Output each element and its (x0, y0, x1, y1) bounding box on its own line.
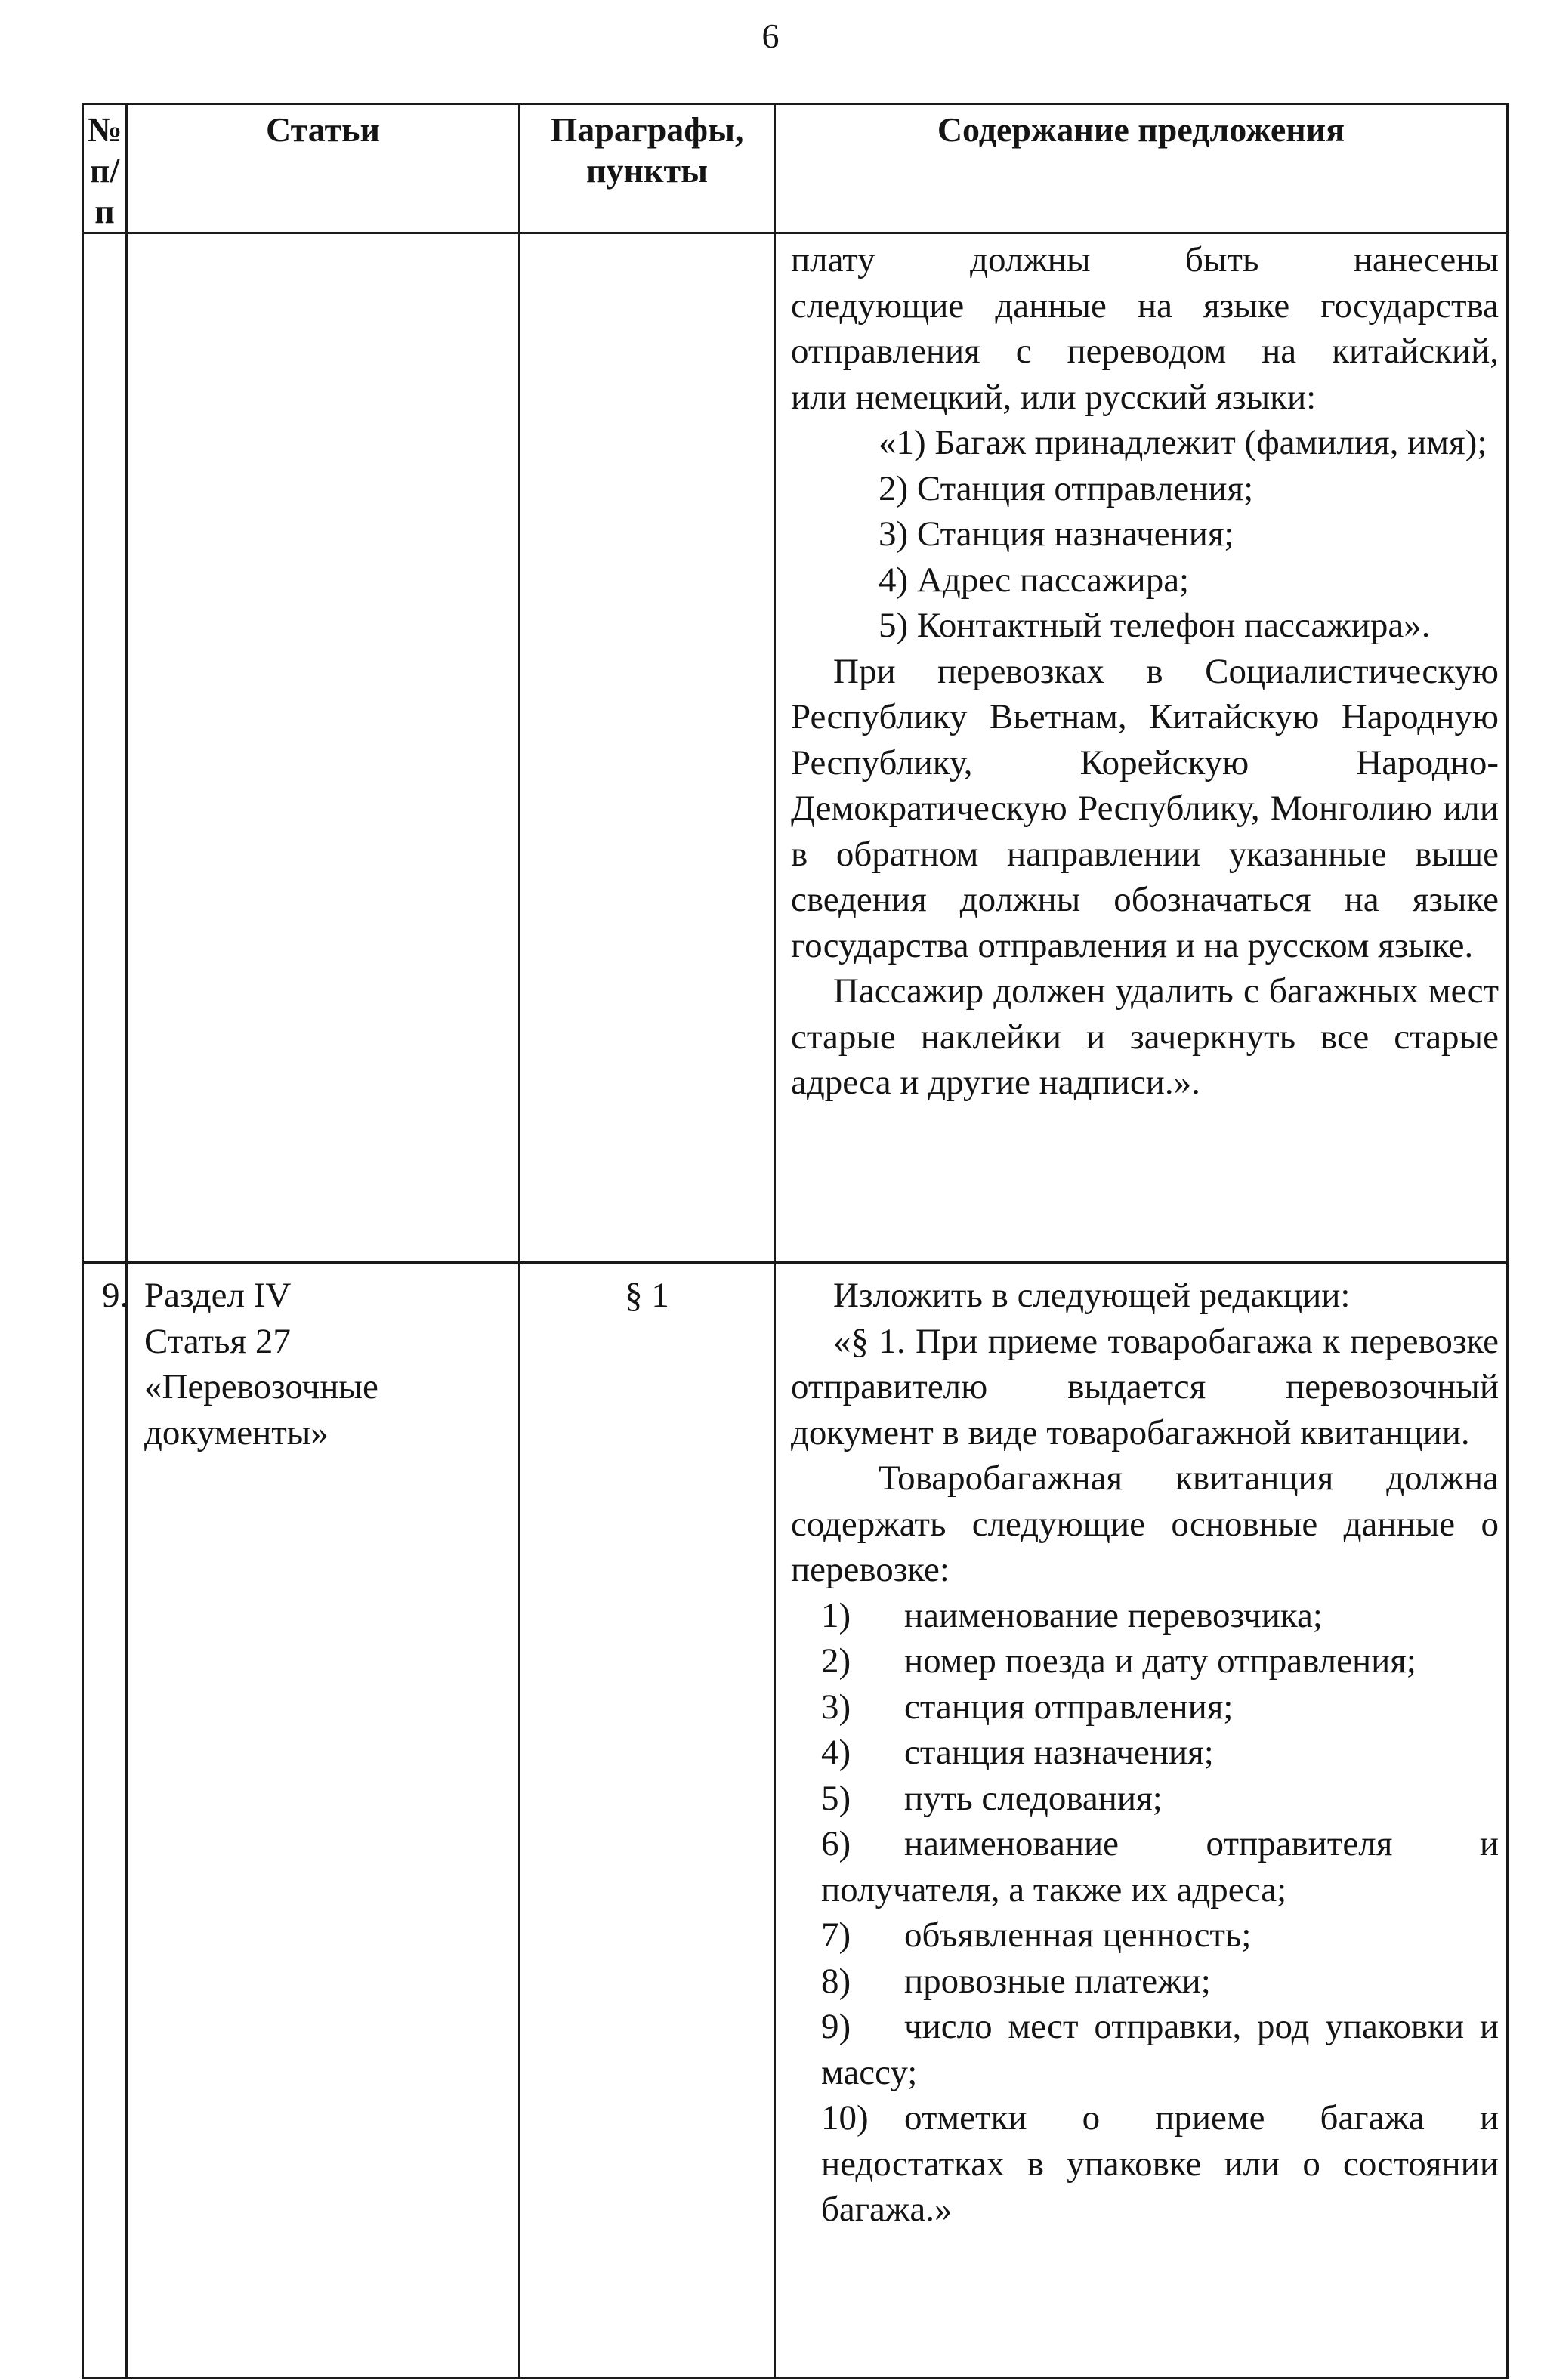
paragraph-passenger: Пассажир должен удалить с багажных мест старые наклейки и зачеркнуть все старые адреса и другие надписи.». (791, 971, 1499, 1102)
amendments-table (82, 103, 1509, 2379)
list-item (791, 1684, 1499, 1730)
list-item (791, 1776, 1499, 1822)
article-line: Статья 27 (144, 1321, 291, 1361)
article-line: документы» (144, 1412, 329, 1452)
list-item-number: 2) (821, 1641, 851, 1681)
list-item (791, 1593, 1499, 1639)
list-item-number: 10) (821, 2098, 869, 2138)
article-line: «Перевозочные (144, 1367, 378, 1406)
list-item-number: 8) (821, 1961, 851, 2001)
table-row-9 (83, 1263, 1508, 2378)
cell-paragraphs-empty (520, 233, 775, 1263)
content-intro: Изложить в следующей редакции: (833, 1276, 1351, 1315)
list-item (791, 1912, 1499, 1959)
paragraph-transport: При перевозках в Социалистическую Республику Вьетнам, Китайскую Народную Республику, Корейскую Народно-Демократическую Республику, Монголию или в обратном направлении указанные выше сведения должны обозначаться на языке государства отправления и на русском языке. (791, 651, 1499, 965)
cell-num-empty (83, 233, 127, 1263)
quote-item: 2) Станция отправления; (879, 468, 1254, 508)
header-articles: Статьи (127, 104, 520, 233)
cell-content-continuation (775, 233, 1508, 1263)
header-num: № п/п (83, 104, 127, 233)
quote-first-item: «1) Багаж принадлежит (фамилия, имя); (879, 423, 1487, 462)
cell-articles-empty (127, 233, 520, 1263)
list-item-text: провозные платежи; (904, 1961, 1211, 2001)
content-line: плату должны быть нанесены (791, 240, 1499, 279)
list-item-number: 9) (821, 2007, 851, 2046)
article-line: Раздел IV (144, 1276, 292, 1315)
list-item (791, 2004, 1499, 2095)
list-item (791, 2095, 1499, 2233)
list-item-text: путь следования; (904, 1778, 1163, 1818)
cell-num: 9. (83, 1263, 127, 2378)
list-item-number: 3) (821, 1687, 851, 1727)
table-row-continuation (83, 233, 1508, 1263)
quote-item: 4) Адрес пассажира; (879, 560, 1190, 600)
content-line: следующие данные на языке государства (791, 286, 1499, 326)
list-item-text: станция отправления; (904, 1687, 1234, 1727)
table-header-row (83, 104, 1508, 233)
list-item-text: объявленная ценность; (904, 1915, 1252, 1955)
list-item (791, 1959, 1499, 2005)
list-item (791, 1730, 1499, 1776)
list-item-text: наименование перевозчика; (904, 1595, 1323, 1635)
list-item-text: номер поезда и дату отправления; (904, 1641, 1416, 1681)
content-line: или немецкий, или русский языки: (791, 377, 1317, 417)
list-item-text: отметки о приеме багажа и недостатках в упаковке или о состоянии багажа.» (821, 2098, 1499, 2229)
list-item-text: наименование отправителя и получателя, а также их адреса; (821, 1824, 1499, 1909)
list-item-text: станция назначения; (904, 1733, 1214, 1772)
list-item-number: 6) (821, 1824, 851, 1863)
cell-content (775, 1263, 1508, 2378)
list-item-number: 4) (821, 1733, 851, 1772)
list-item-text: число мест отправки, род упаковки и массу; (821, 2007, 1499, 2092)
quote-item: 5) Контактный телефон пассажира». (879, 606, 1431, 645)
cell-articles (127, 1263, 520, 2378)
content-paragraph-1: «§ 1. При приеме товаробагажа к перевозке отправителю выдается перевозочный документ в виде товаробагажной квитанции. (791, 1321, 1499, 1452)
header-content: Содержание предложения (775, 104, 1508, 233)
page-number: 6 (761, 17, 780, 55)
quote-item: 3) Станция назначения; (879, 514, 1234, 554)
content-paragraph-2: Товаробагажная квитанция должна содержать следующие основные данные о перевозке: (791, 1459, 1499, 1589)
list-item (791, 1821, 1499, 1912)
list-item-number: 5) (821, 1778, 851, 1818)
header-paragraphs: Параграфы, пункты (520, 104, 775, 233)
list-item-number: 1) (821, 1595, 851, 1635)
list-item-number: 7) (821, 1915, 851, 1955)
list-item (791, 1638, 1499, 1684)
cell-paragraphs: § 1 (520, 1263, 775, 2378)
content-line: отправления с переводом на китайский, (791, 332, 1499, 371)
